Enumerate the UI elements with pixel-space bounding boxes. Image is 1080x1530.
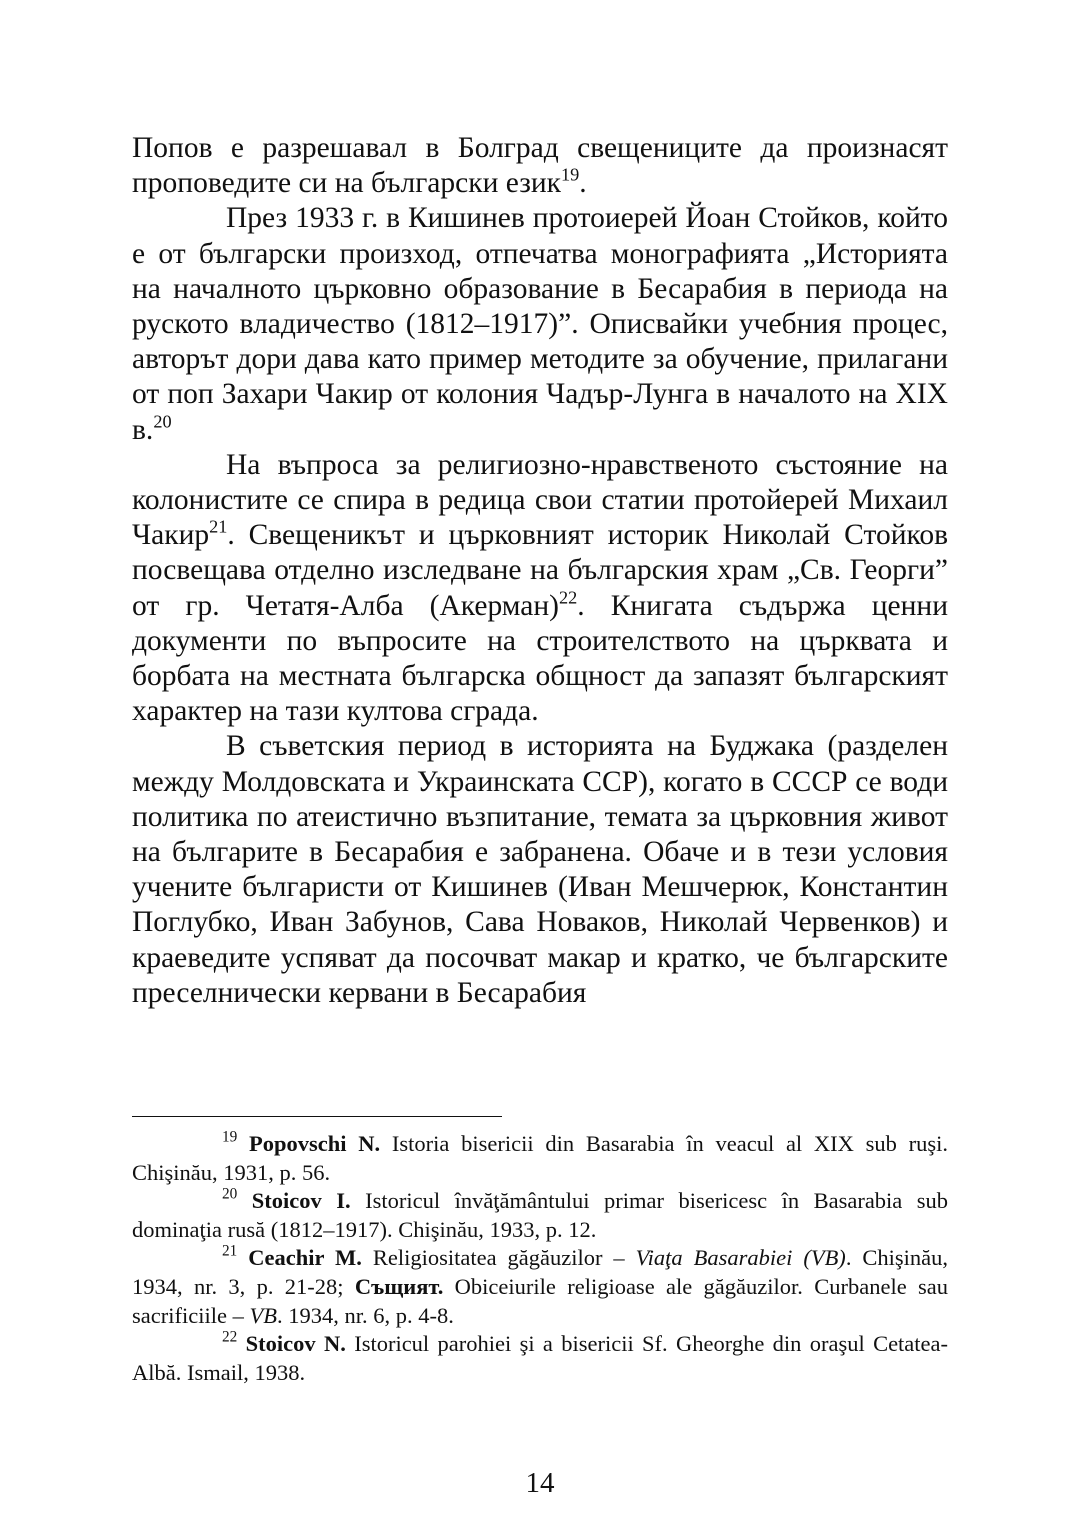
text-run: . Chişinău, 1934, nr. 3, p. 21-28; (132, 1245, 949, 1299)
text-run: . Свещеникът и църковният историк Николай Стойков посвещава отделно изследване на българския храм „Св. Георги” от гр. Четатя-Алба (Акерман) (132, 519, 948, 622)
text-run (237, 1188, 251, 1213)
footnote-ref-20[interactable]: 20 (153, 411, 172, 432)
footnote-author: Stoicov N. (245, 1331, 346, 1357)
text-run: На въпроса за религиозно-нравственото състояние на колонистите се спира в редица свои статии протойерей Михаил Чакир (132, 448, 948, 552)
text-run (237, 1245, 248, 1270)
paragraph-3 (132, 448, 948, 730)
footnote-author: Stoicov I. (251, 1188, 351, 1214)
footnote-ref-22[interactable]: 22 (558, 587, 578, 608)
footnote-20 (132, 1187, 948, 1244)
footnote-number: 20 (222, 1185, 238, 1203)
page-number: 14 (525, 1467, 555, 1499)
footnote-separator (132, 1116, 502, 1117)
text-run: В съветския период в историята на Буджака (разделен между Молдовската и Украинската ССР), когато в СССР се води политика по атеистично възпитание, темата за църковния живот на българите в Бесарабия е забранена. Обаче и в тези условия учените българисти от Кишинев (Иван Мешчерюк, Константин Поглубко, Иван Забунов, Сава Новаков, Николай Червенков) и краеведите успяват да посочват макар и кратко, че българските преселнически кервани в Бесарабия (132, 730, 948, 1009)
text-run: . (579, 167, 587, 200)
text-run: . Книгата съдържа ценни документи по въпросите на строителството на църквата и борбата на местната българска общност да запазят българският характер на тази култова сграда. (132, 589, 948, 728)
text-run: . 1934, nr. 6, p. 4-8. (276, 1302, 454, 1328)
text-run: Istoria bisericii din Basarabia în veacul al XIX sub ruşi. Chişinău, 1931, p. 56. (132, 1131, 949, 1185)
text-run: Попов е разрешавал в Болград свещениците да произнасят проповедите си на български език (132, 132, 948, 200)
footnotes (132, 1130, 948, 1387)
paragraph-4 (132, 729, 948, 1011)
footnote-22 (132, 1330, 948, 1387)
footnote-author: Ceachir M. (248, 1245, 362, 1271)
journal-title: Viaţa Basarabiei (VB) (635, 1245, 846, 1271)
paragraph-2 (132, 201, 948, 447)
text-run: Obiceiurile religioase ale găgăuzilor. Curbanele sau sacrificiile – (132, 1273, 948, 1328)
text-run: Religiositatea găgăuzilor – (361, 1245, 636, 1271)
text-run: Istoricul parohiei şi a bisericii Sf. Gheorghe din oraşul Cetatea-Albă. Ismail, 1938. (132, 1331, 949, 1385)
footnote-author: Същият. (354, 1273, 444, 1299)
text-run: През 1933 г. в Кишинев протоиерей Йоан Стойков, който е от български произход, отпечатва монографията „Историята на началното църковно образование в Бесарабия в периода на руското владичество (1812–1917)”. Описвайки учебния процес, авторът дори дава като пример методите за обучение, прилагани от поп Захари Чакир от колония Чадър-Лунга в началото на XIX в. (132, 202, 948, 446)
footnote-19 (132, 1130, 948, 1187)
text-run (237, 1331, 245, 1356)
text-run: Istoricul învăţământului primar bisericesc în Basarabia sub dominaţia rusă (1812–1917). Chişinău, 1933, p. 12. (132, 1188, 949, 1242)
footnote-ref-21[interactable]: 21 (209, 516, 228, 537)
journal-abbrev: VB (249, 1302, 277, 1328)
footnote-number: 21 (222, 1242, 238, 1260)
text-run (237, 1131, 249, 1156)
main-text (132, 131, 948, 1011)
footnote-ref-19[interactable]: 19 (560, 164, 580, 185)
paragraph-1 (132, 131, 948, 201)
footnote-21 (132, 1244, 948, 1330)
footnote-author: Popovschi N. (249, 1131, 381, 1156)
footnote-number: 22 (222, 1328, 238, 1346)
footnote-number: 19 (222, 1128, 238, 1146)
